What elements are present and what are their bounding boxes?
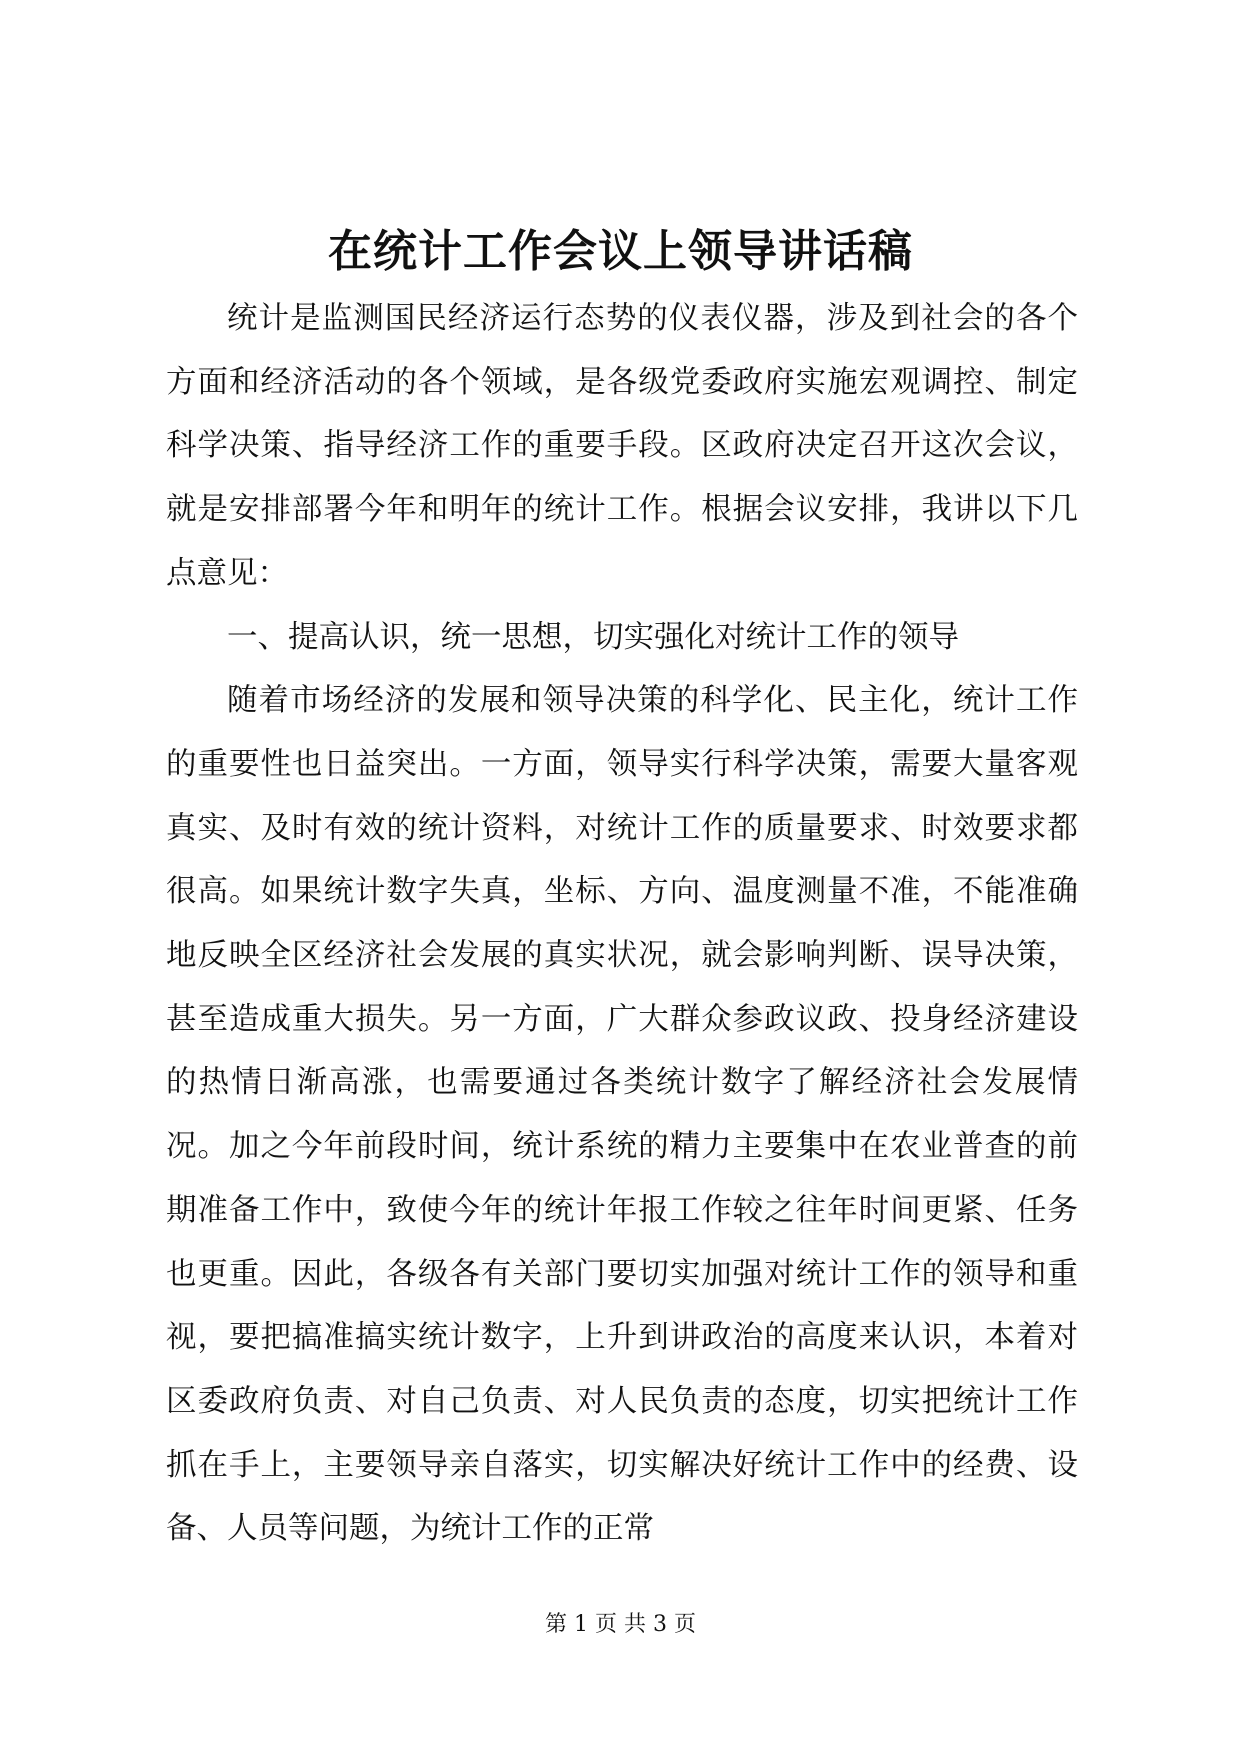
paragraph-intro: 统计是监测国民经济运行态势的仪表仪器，涉及到社会的各个方面和经济活动的各个领域，是各级党委政府实施宏观调控、制定科学决策、指导经济工作的重要手段。区政府决定召开这次会议，就是安排部署今年和明年的统计工作。根据会议安排，我讲以下几点意见： [166,301,1078,591]
page-number-footer: 第 1 页 共 3 页 [545,1612,696,1637]
document-body [166,287,1078,1561]
section-heading-1: 一、提高认识，统一思想，切实强化对统计工作的领导 [227,619,959,655]
document-title: 在统计工作会议上领导讲话稿 [328,226,913,277]
paragraph-section-1: 随着市场经济的发展和领导决策的科学化、民主化，统计工作的重要性也日益突出。一方面，领导实行科学决策，需要大量客观真实、及时有效的统计资料，对统计工作的质量要求、时效要求都很高。如果统计数字失真，坐标、方向、温度测量不准，不能准确地反映全区经济社会发展的真实状况，就会影响判断、误导决策，甚至造成重大损失。另一方面，广大群众参政议政、投身经济建设的热情日渐高涨，也需要通过各类统计数字了解经济社会发展情况。加之今年前段时间，统计系统的精力主要集中在农业普查的前期准备工作中，致使今年的统计年报工作较之往年时间更紧、任务也更重。因此，各级各有关部门要切实加强对统计工作的领导和重视，要把搞准搞实统计数字，上升到讲政治的高度来认识，本着对区委政府负责、对自己负责、对人民负责的态度，切实把统计工作抓在手上，主要领导亲自落实，切实解决好统计工作中的经费、设备、人员等问题，为统计工作的正常 [166,683,1078,1547]
